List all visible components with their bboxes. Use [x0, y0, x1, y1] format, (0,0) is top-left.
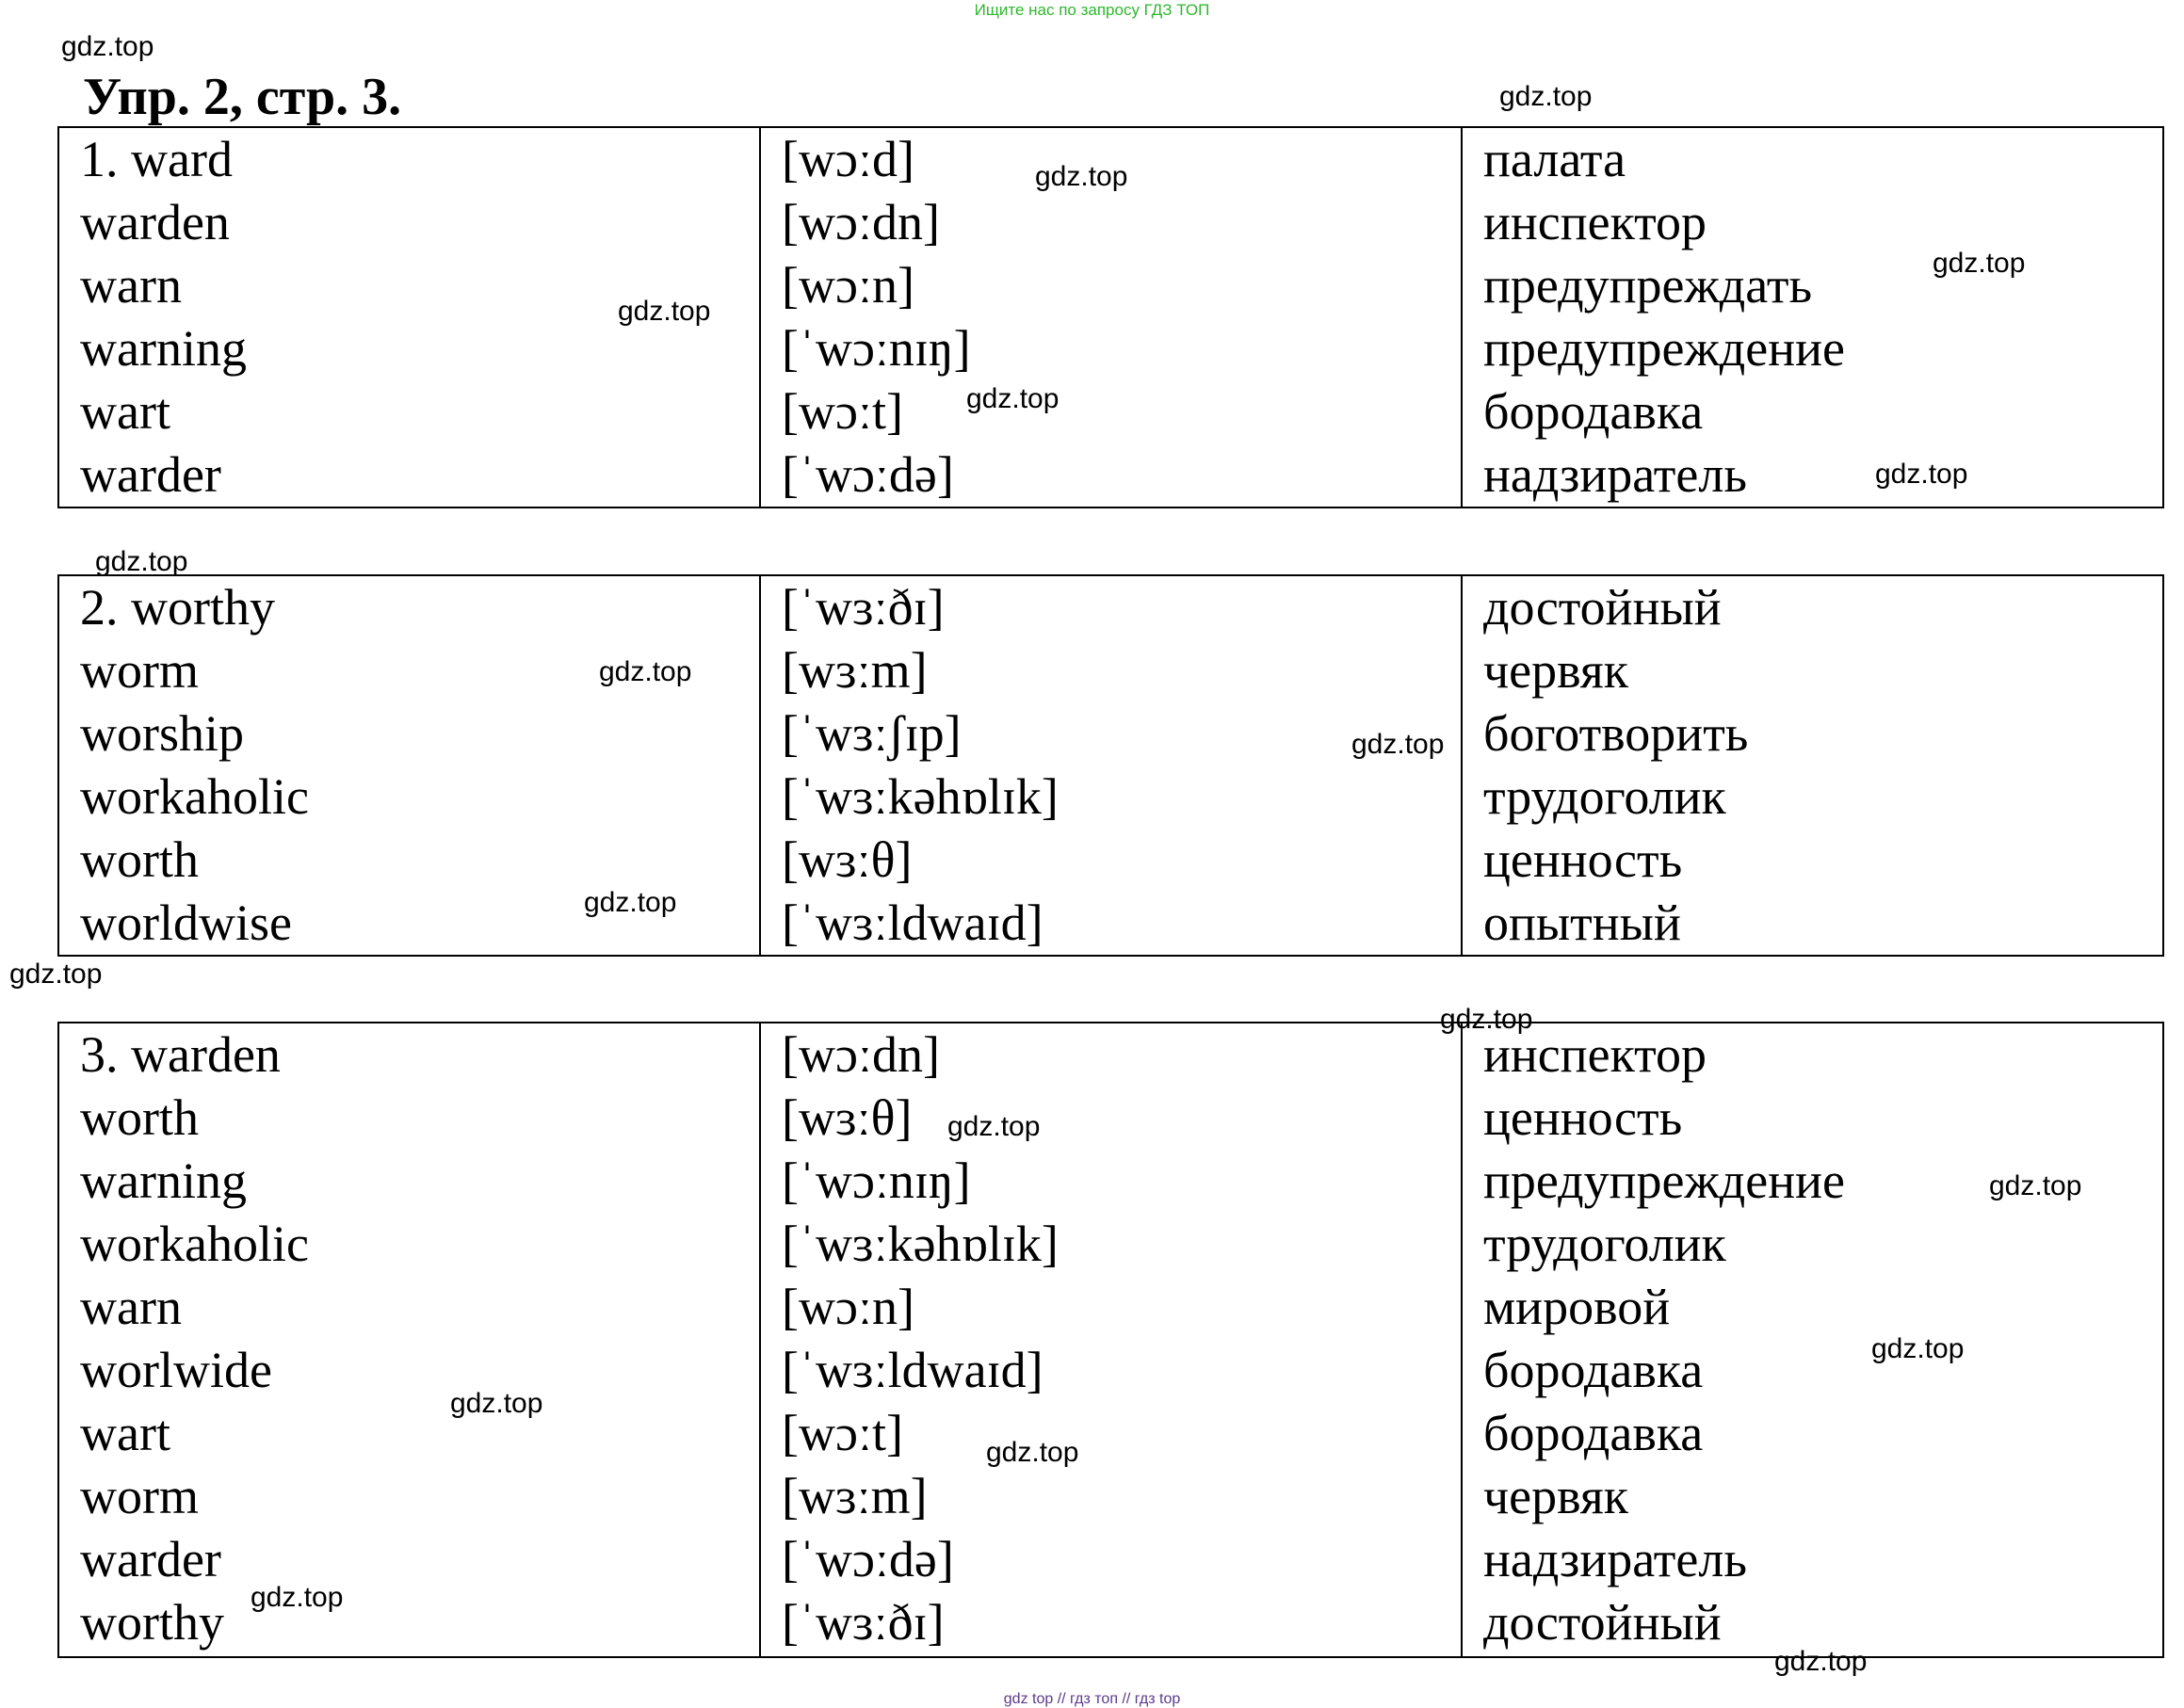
- transcription: [wɔːt]: [782, 383, 903, 440]
- transcription: [ˈwɔːdə]: [782, 446, 954, 503]
- word: warn: [80, 1279, 182, 1335]
- transcription: [wɜːm]: [782, 1468, 928, 1524]
- translation: ценность: [1483, 1089, 1683, 1146]
- translation: бородавка: [1483, 383, 1704, 440]
- watermark: gdz.top: [1035, 161, 1128, 192]
- translation: предупреждение: [1483, 320, 1846, 377]
- transcription: [ˈwɜːkəhɒlɪk]: [782, 768, 1059, 825]
- translation: бородавка: [1483, 1405, 1704, 1461]
- watermark: gdz.top: [450, 1388, 543, 1419]
- transcription: [wɔːn]: [782, 1279, 914, 1335]
- translation: опытный: [1483, 894, 1681, 951]
- transcription: [ˈwɜːldwaɪd]: [782, 1342, 1043, 1398]
- translation: предупреждение: [1483, 1152, 1846, 1209]
- word: warning: [80, 1152, 247, 1209]
- transcriptions-column: [760, 575, 1462, 956]
- word: wart: [80, 1405, 170, 1461]
- translation: червяк: [1483, 642, 1628, 699]
- watermark: gdz.top: [1933, 248, 2026, 279]
- translation: трудоголик: [1483, 768, 1726, 825]
- transcription: [wɔːn]: [782, 257, 914, 314]
- word: warning: [80, 320, 247, 377]
- word: warden: [80, 194, 230, 250]
- watermark: gdz.top: [95, 546, 188, 577]
- translation: достойный: [1483, 579, 1722, 636]
- translation: инспектор: [1483, 194, 1707, 250]
- translation: надзиратель: [1483, 1531, 1747, 1587]
- translations-column: [1462, 127, 2163, 508]
- transcription: [ˈwɜːðɪ]: [782, 579, 945, 636]
- transcription: [ˈwɜːldwaɪd]: [782, 894, 1043, 951]
- words-column: [58, 1023, 760, 1657]
- translation: надзиратель: [1483, 446, 1747, 503]
- word: workaholic: [80, 1216, 309, 1272]
- word: worm: [80, 642, 199, 699]
- word: 1. ward: [80, 131, 233, 187]
- watermark: gdz.top: [1871, 1333, 1965, 1364]
- watermark: gdz.top: [584, 887, 677, 918]
- translation: достойный: [1483, 1594, 1722, 1651]
- transcription: [wɔːdn]: [782, 1026, 940, 1083]
- watermark: gdz.top: [1440, 1004, 1533, 1035]
- exercise-title: Упр. 2, стр. 3.: [83, 68, 402, 126]
- word: 3. warden: [80, 1026, 281, 1083]
- transcription: [wɔːdn]: [782, 194, 940, 250]
- transcription: [ˈwɜːkəhɒlɪk]: [782, 1216, 1059, 1272]
- transcription: [wɔːt]: [782, 1405, 903, 1461]
- translation: бородавка: [1483, 1342, 1704, 1398]
- translation: боготворить: [1483, 705, 1749, 762]
- word: worldwise: [80, 894, 292, 951]
- word: warder: [80, 446, 221, 503]
- transcription: [wɜːθ]: [782, 831, 913, 888]
- word: wart: [80, 383, 170, 440]
- transcription: [ˈwɜːʃɪp]: [782, 705, 962, 762]
- transcription: [ˈwɔːnɪŋ]: [782, 320, 971, 377]
- watermark: gdz.top: [9, 959, 103, 990]
- watermark: gdz.top: [1989, 1170, 2082, 1201]
- footer-links: gdz top // гдз топ // гдз top: [1003, 1691, 1181, 1707]
- vocab-table-3: [57, 1022, 2164, 1658]
- watermark: gdz.top: [1499, 81, 1593, 112]
- translation: предупреждать: [1483, 257, 1813, 314]
- transcription: [ˈwɔːdə]: [782, 1531, 954, 1587]
- word: worship: [80, 705, 244, 762]
- watermark: gdz.top: [61, 31, 154, 62]
- watermark: gdz.top: [251, 1582, 344, 1613]
- word: worth: [80, 831, 199, 888]
- word: workaholic: [80, 768, 309, 825]
- transcriptions-column: [760, 1023, 1462, 1657]
- watermark: gdz.top: [1774, 1646, 1868, 1677]
- translation: червяк: [1483, 1468, 1628, 1524]
- word: worth: [80, 1089, 199, 1146]
- watermark: gdz.top: [599, 656, 692, 687]
- transcription: [ˈwɔːnɪŋ]: [782, 1152, 971, 1209]
- translations-column: [1462, 1023, 2163, 1657]
- word: warder: [80, 1531, 221, 1587]
- watermark: gdz.top: [1351, 729, 1445, 760]
- word: worlwide: [80, 1342, 272, 1398]
- translation: палата: [1483, 131, 1626, 187]
- translation: мировой: [1483, 1279, 1671, 1335]
- translations-column: [1462, 575, 2163, 956]
- watermark: gdz.top: [966, 383, 1060, 414]
- transcription: [ˈwɜːðɪ]: [782, 1594, 945, 1651]
- vocab-table-2: [57, 574, 2164, 957]
- search-hint-banner: Ищите нас по запросу ГДЗ ТОП: [974, 1, 1210, 19]
- translation: ценность: [1483, 831, 1683, 888]
- watermark: gdz.top: [947, 1111, 1041, 1142]
- translation: инспектор: [1483, 1026, 1707, 1083]
- watermark: gdz.top: [986, 1437, 1079, 1468]
- word: worthy: [80, 1594, 224, 1651]
- translation: трудоголик: [1483, 1216, 1726, 1272]
- watermark: gdz.top: [1875, 459, 1968, 490]
- transcription: [wɜːm]: [782, 642, 928, 699]
- watermark: gdz.top: [618, 296, 711, 327]
- transcription: [wɔːd]: [782, 131, 914, 187]
- word: worm: [80, 1468, 199, 1524]
- word: warn: [80, 257, 182, 314]
- word: 2. worthy: [80, 579, 275, 636]
- transcription: [wɜːθ]: [782, 1089, 913, 1146]
